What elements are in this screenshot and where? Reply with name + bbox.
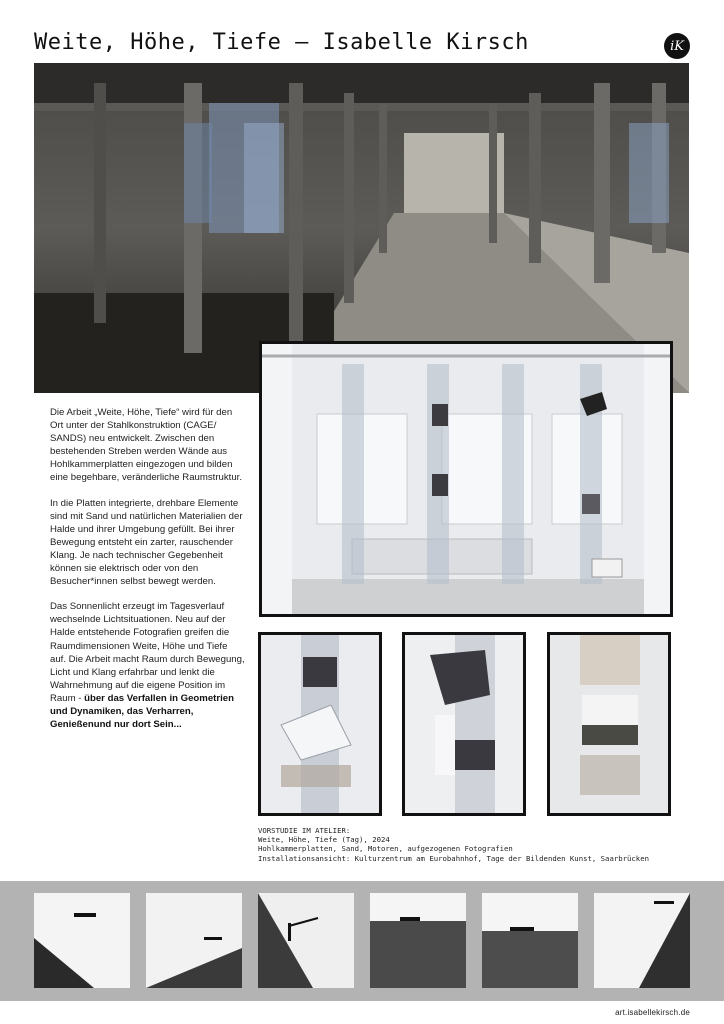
detail-photo-3 xyxy=(547,632,671,816)
strip-photo-3 xyxy=(258,893,354,988)
caption-line-2: Weite, Höhe, Tiefe (Tag), 2024 xyxy=(258,835,390,845)
studio-installation-photo xyxy=(259,341,673,617)
strip-photo-5 xyxy=(482,893,578,988)
description-paragraph-3-bold: über das Verfallen in Geometrien und Dynamiken, das Verharren, Genießenund nur dort Sein... xyxy=(50,692,234,731)
photo-caption xyxy=(258,826,698,863)
strip-photo-6 xyxy=(594,893,690,988)
detail-photo-1 xyxy=(258,632,382,816)
strip-photo-4 xyxy=(370,893,466,988)
description-paragraph-3 xyxy=(50,600,246,731)
description-text xyxy=(50,406,246,743)
caption-line-3: Hohlkammerplatten, Sand, Motoren, aufgezogenen Fotografien xyxy=(258,844,513,854)
strip-photo-1 xyxy=(34,893,130,988)
footer-website-url[interactable]: art.isabellekirsch.de xyxy=(615,1008,690,1017)
ik-monogram-icon: iK xyxy=(664,33,690,59)
description-paragraph-1: Die Arbeit „Weite, Höhe, Tiefe“ wird für den Ort unter der Stahlkonstruktion (CAGE/ SANDS) neu entwickelt. Zwischen den bestehenden Streben werden Wände aus Hohlkammerplatten eingezogen und bilden eine begehbare, veränderliche Raumstruktur. xyxy=(50,407,242,484)
page-title: Weite, Höhe, Tiefe – Isabelle Kirsch xyxy=(34,30,529,55)
description-paragraph-2: In die Platten integrierte, drehbare Elemente sind mit Sand und natürlichen Materialien der Halde und ihrer Umgebung gefüllt. Bei ihrer Bewegung entsteht ein zarter, rauschender Klang. Je nach technischer Gegebenheit können sie elektrisch oder von den Besucher*innen selbst bewegt werden. xyxy=(50,497,243,588)
description-paragraph-3-text: Das Sonnenlicht erzeugt im Tagesverlauf wechselnde Lichtsituationen. Neu auf der Halde entstehende Fotografien greifen die Raumdimensionen Weite, Höhe und Tiefe auf. Die Arbeit macht Raum durch Bewegung, Licht und Klang erfahrbar und lenkt die Wahrnehmung auf die eigene Position im Raum - xyxy=(50,601,245,704)
caption-line-4: Installationsansicht: Kulturzentrum am Eurobahnhof, Tage der Bildenden Kunst, Saarbrücken xyxy=(258,853,649,863)
detail-photo-2 xyxy=(402,632,526,816)
caption-line-1: VORSTUDIE IM ATELIER: xyxy=(258,826,351,835)
strip-photo-2 xyxy=(146,893,242,988)
